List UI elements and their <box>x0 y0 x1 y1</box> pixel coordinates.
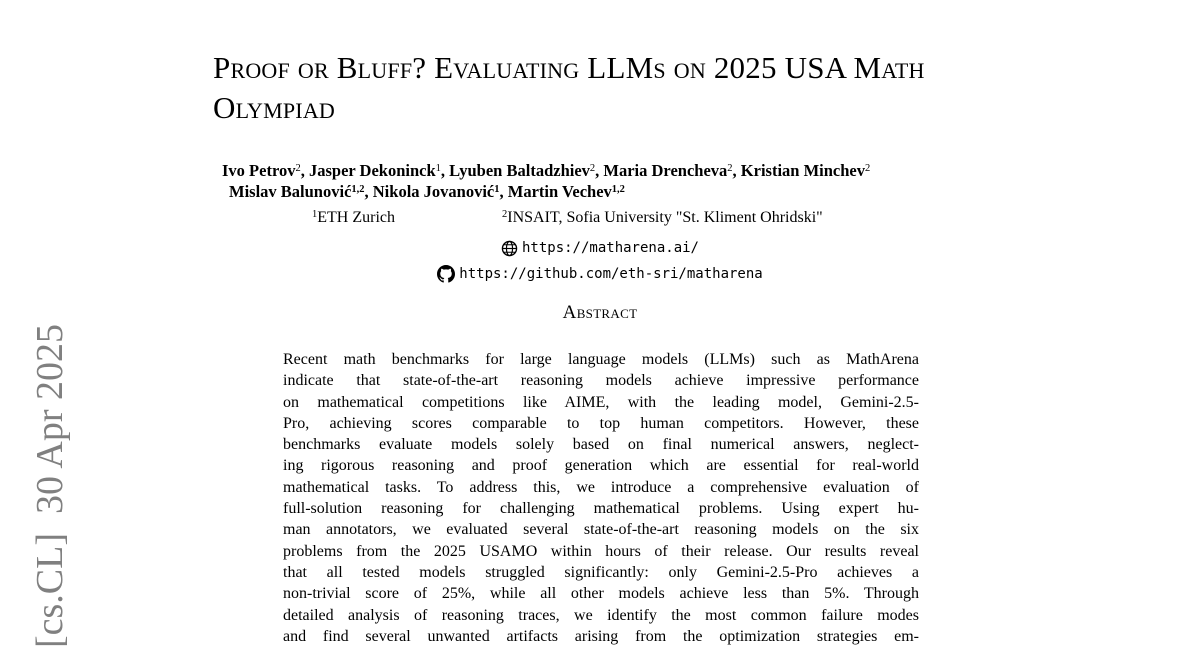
author-name: Kristian Minchev <box>740 161 865 180</box>
abstract-line: ing rigorous reasoning and proof generation which are essential for real-world <box>283 457 919 475</box>
abstract-heading: Abstract <box>562 302 638 323</box>
abstract-line: detailed analysis of reasoning traces, we identify the most common failure modes <box>283 606 919 624</box>
abstract-line: benchmarks evaluate models solely based on final numerical answers, neglect- <box>283 436 919 454</box>
affiliation-insait <box>502 208 823 228</box>
author-list: Ivo Petrov$^2$, Jasper Dekoninck$^1$, Lyuben Baltadzhiev$^2$, Maria Drencheva$^2$, Kristian Minchev$^2$ Mislav Balunović$^{1,2}$, Nikola Jovanović$^1$, Martin Vechev$^{1,2}$ <box>222 161 871 201</box>
author-name: Jasper Dekoninck <box>308 161 436 180</box>
abstract-line: on mathematical competitions like AIME, with the leading model, Gemini-2.5- <box>283 393 919 411</box>
author-name: Maria Drencheva <box>603 161 728 180</box>
github-link-row <box>0 265 1200 288</box>
author-affiliation-mark: 2 <box>295 163 301 174</box>
abstract-line: problems from the 2025 USAMO within hours of their release. Our results reveal <box>283 542 919 560</box>
author-affiliation-mark: 2 <box>589 163 596 174</box>
author-name: Ivo Petrov <box>222 161 296 180</box>
author-affiliation-mark: 1,2 <box>351 184 365 195</box>
author-affiliation-mark: 2 <box>864 163 871 174</box>
author-name: Martin Vechev <box>507 182 612 201</box>
author-affiliation-mark: 2 <box>727 163 733 174</box>
abstract-line: man annotators, we evaluated several state-of-the-art reasoning models on the six <box>283 521 919 539</box>
globe-icon <box>501 240 518 257</box>
author-affiliation-mark: 1 <box>494 184 500 195</box>
affiliation-name: INSAIT, Sofia University "St. Kliment Ohridski" <box>507 209 823 226</box>
affiliation-number: 2 <box>502 209 508 220</box>
abstract-body <box>283 349 919 647</box>
abstract-line: non-trivial score of 25%, while all other models achieve less than 5%. Through <box>283 585 919 603</box>
author-affiliation-mark: 1 <box>435 163 441 174</box>
affiliation-number: 1 <box>312 209 318 220</box>
author-name: Mislav Balunović <box>229 182 352 201</box>
affiliation-eth <box>312 208 395 228</box>
author-name: Nikola Jovanović <box>372 182 495 201</box>
abstract-line: that all tested models struggled significantly: only Gemini-2.5-Pro achieves a <box>283 563 919 581</box>
arxiv-side-stamp: [cs.CL] 30 Apr 2025 <box>29 323 71 648</box>
website-link[interactable]: https://matharena.ai/ <box>521 240 699 256</box>
abstract-line: indicate that state-of-the-art reasoning models achieve impressive performance <box>283 372 919 390</box>
author-affiliation-mark: 1,2 <box>611 184 625 195</box>
github-icon <box>437 265 455 283</box>
github-link[interactable]: https://github.com/eth-sri/matharena <box>459 266 763 282</box>
paper-title: Proof or Bluff? Evaluating LLMs on 2025 USA Math Olympiad <box>213 50 925 125</box>
website-link-row <box>0 239 1200 262</box>
abstract-line: and find several unwanted artifacts arising from the optimization strategies em- <box>283 627 919 645</box>
author-name: Lyuben Baltadzhiev <box>449 161 590 180</box>
abstract-line: Pro, achieving scores comparable to top human competitors. However, these <box>283 414 919 432</box>
abstract-line: mathematical tasks. To address this, we introduce a comprehensive evaluation of <box>283 478 919 496</box>
abstract-line: Recent math benchmarks for large language models (LLMs) such as MathArena <box>283 351 919 368</box>
affiliation-name: ETH Zurich <box>317 209 395 226</box>
abstract-line: full-solution reasoning for challenging mathematical problems. Using expert hu- <box>283 500 919 518</box>
